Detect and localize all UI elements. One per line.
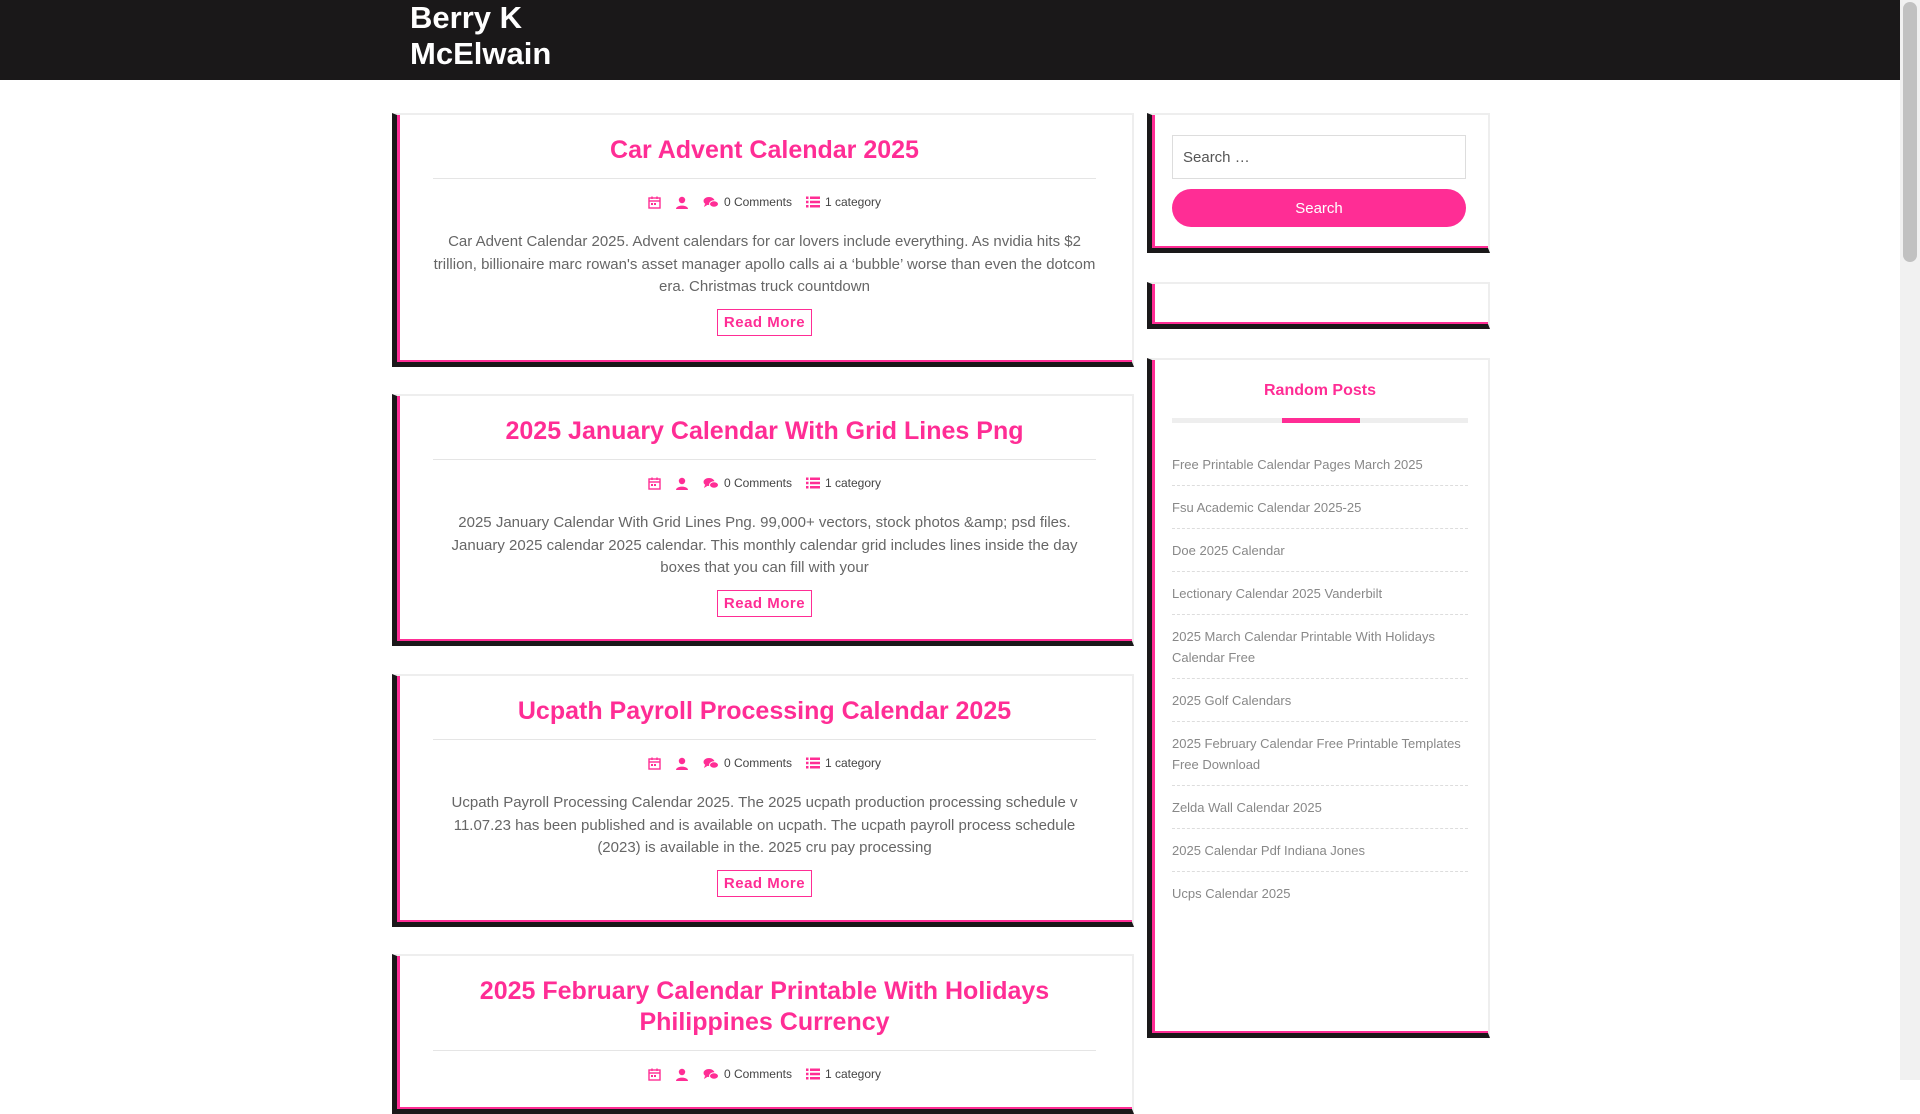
search-widget [1147, 113, 1490, 253]
list-icon [806, 757, 820, 769]
random-post-link[interactable]: 2025 March Calendar Printable With Holidays Calendar Free [1172, 615, 1468, 679]
post-category[interactable] [806, 195, 881, 209]
random-post-link[interactable]: 2025 Golf Calendars [1172, 679, 1468, 722]
random-posts-widget [1147, 358, 1490, 1038]
post-category[interactable] [806, 1067, 881, 1081]
calendar-icon [648, 757, 661, 770]
read-more-button[interactable]: Read More [717, 870, 812, 897]
category-count: 1 category [824, 195, 882, 209]
post-excerpt: Car Advent Calendar 2025. Advent calendars for car lovers include everything. As nvidia hits $2 trillion, billionaire marc rowan's asset manager apollo calls ai a ‘bubble’ worse than even the dotcom era. Christmas truck countdown [433, 233, 1096, 295]
category-count: 1 category [824, 476, 882, 490]
site-header [0, 0, 1900, 80]
search-button[interactable]: Search [1172, 189, 1466, 227]
random-post-link[interactable]: 2025 February Calendar Free Printable Templates Free Download [1172, 722, 1468, 786]
comments-count: 0 Comments [723, 756, 792, 770]
random-post-link[interactable]: Zelda Wall Calendar 2025 [1172, 786, 1468, 829]
post-card [392, 674, 1134, 927]
random-post-link[interactable]: 2025 Calendar Pdf Indiana Jones [1172, 829, 1468, 872]
post-meta [433, 460, 1096, 504]
post-title[interactable]: Car Advent Calendar 2025 [433, 115, 1096, 179]
user-icon [675, 196, 689, 209]
list-icon [806, 1068, 820, 1080]
comments-count: 0 Comments [723, 476, 792, 490]
comments-icon [703, 757, 719, 770]
user-icon [675, 477, 689, 490]
user-icon [675, 757, 689, 770]
post-comments[interactable] [703, 195, 792, 209]
post-card [392, 954, 1134, 1114]
post-card [392, 394, 1134, 646]
post-excerpt: Ucpath Payroll Processing Calendar 2025. The 2025 ucpath production processing schedule v 11.07.23 has been published and is available on ucpath. The ucpath payroll process schedule (2023) is available in the. 2025 cru pay processing [451, 794, 1078, 856]
list-icon [806, 477, 820, 489]
post-meta [433, 179, 1096, 223]
site-title[interactable]: Berry K McElwain [410, 0, 552, 71]
post-title[interactable]: Ucpath Payroll Processing Calendar 2025 [433, 676, 1096, 740]
post-comments[interactable] [703, 476, 792, 490]
post-date[interactable] [648, 477, 661, 490]
user-icon [675, 1068, 689, 1081]
post-comments[interactable] [703, 756, 792, 770]
post-author[interactable] [675, 1068, 689, 1081]
calendar-icon [648, 196, 661, 209]
scrollbar[interactable] [1900, 0, 1920, 1080]
read-more-button[interactable]: Read More [717, 309, 812, 336]
random-posts-list [1172, 443, 1468, 914]
category-count: 1 category [824, 1067, 882, 1081]
random-post-link[interactable]: Free Printable Calendar Pages March 2025 [1172, 443, 1468, 486]
random-post-link[interactable]: Ucps Calendar 2025 [1172, 886, 1291, 901]
random-posts-title: Random Posts [1263, 382, 1376, 399]
post-excerpt: 2025 January Calendar With Grid Lines Png. 99,000+ vectors, stock photos &amp; psd files. January 2025 calendar 2025 calendar. This monthly calendar grid includes lines inside the day boxes that you can fill with your [451, 514, 1078, 576]
random-post-link[interactable]: Lectionary Calendar 2025 Vanderbilt [1172, 572, 1468, 615]
post-author[interactable] [675, 196, 689, 209]
comments-icon [703, 196, 719, 209]
post-meta [433, 1051, 1096, 1095]
post-comments[interactable] [703, 1067, 792, 1081]
comments-icon [703, 477, 719, 490]
calendar-icon [648, 477, 661, 490]
post-title[interactable]: 2025 February Calendar Printable With Holidays Philippines Currency [433, 956, 1096, 1051]
post-author[interactable] [675, 757, 689, 770]
post-category[interactable] [806, 756, 881, 770]
post-date[interactable] [648, 1068, 661, 1081]
random-post-link[interactable]: Fsu Academic Calendar 2025-25 [1172, 486, 1468, 529]
scrollbar-thumb[interactable] [1903, 2, 1917, 262]
title-underline [1172, 418, 1468, 423]
post-meta [433, 740, 1096, 784]
empty-widget [1147, 282, 1490, 329]
post-date[interactable] [648, 757, 661, 770]
post-card [392, 113, 1134, 367]
post-category[interactable] [806, 476, 881, 490]
comments-count: 0 Comments [723, 195, 792, 209]
comments-icon [703, 1068, 719, 1081]
search-input[interactable] [1172, 135, 1466, 179]
post-author[interactable] [675, 477, 689, 490]
list-icon [806, 196, 820, 208]
calendar-icon [648, 1068, 661, 1081]
comments-count: 0 Comments [723, 1067, 792, 1081]
category-count: 1 category [824, 756, 882, 770]
post-date[interactable] [648, 196, 661, 209]
post-title[interactable]: 2025 January Calendar With Grid Lines Png [433, 396, 1096, 460]
random-post-link[interactable]: Doe 2025 Calendar [1172, 529, 1468, 572]
read-more-button[interactable]: Read More [717, 590, 812, 617]
